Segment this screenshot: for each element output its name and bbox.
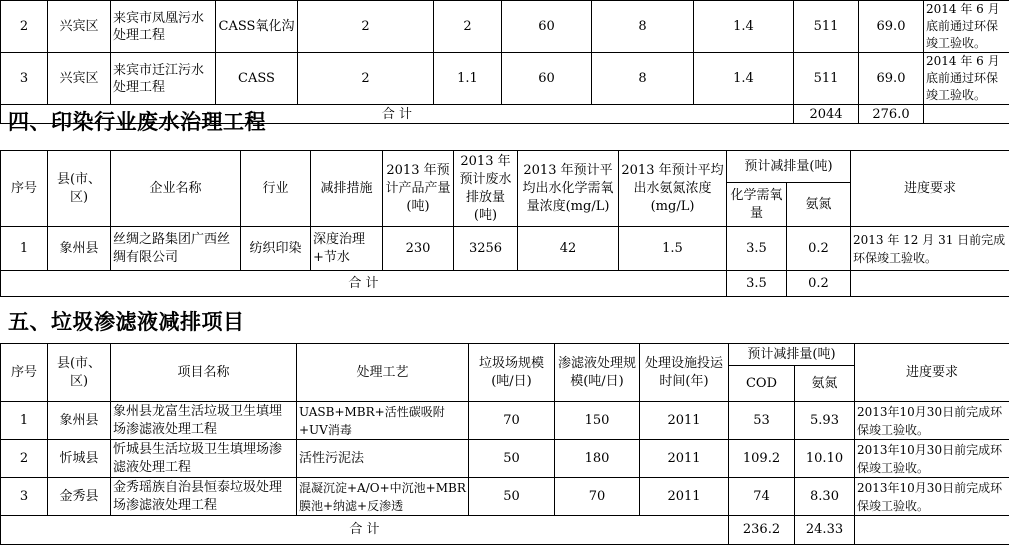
cell-progress: 2013 年 12 月 31 日前完成环保竣工验收。 bbox=[851, 227, 1009, 271]
header-nh: 氨氮 bbox=[795, 366, 855, 402]
empty-cell bbox=[851, 271, 1009, 297]
cell-value: 230 bbox=[383, 227, 454, 271]
cell-value: 1.4 bbox=[694, 1, 794, 53]
cell-value: 150 bbox=[555, 402, 640, 440]
table-row bbox=[1, 53, 1009, 105]
total-row bbox=[1, 271, 1009, 297]
cell-process: CASS氧化沟 bbox=[216, 1, 298, 53]
total-value: 2044 bbox=[794, 105, 859, 124]
header-county: 县(市、区) bbox=[48, 151, 111, 227]
cell-industry: 纺织印染 bbox=[241, 227, 311, 271]
cell-value: 69.0 bbox=[859, 1, 924, 53]
header-reduction: 预计减排量(吨) bbox=[729, 344, 855, 366]
total-label: 合 计 bbox=[1, 271, 727, 297]
cell-value: 2 bbox=[298, 1, 434, 53]
total-value: 276.0 bbox=[859, 105, 924, 124]
cell-no: 3 bbox=[1, 478, 48, 516]
cell-name: 金秀瑶族自治县恒泰垃圾处理场渗滤液处理工程 bbox=[111, 478, 297, 516]
cell-value: 5.93 bbox=[795, 402, 855, 440]
sec5-table bbox=[0, 343, 1009, 545]
cell-county: 象州县 bbox=[48, 227, 111, 271]
cell-no: 1 bbox=[1, 402, 48, 440]
header-waste: 2013 年预计废水排放量(吨) bbox=[454, 151, 518, 227]
total-label: 合 计 bbox=[1, 105, 794, 124]
total-row bbox=[1, 516, 1009, 545]
total-value: 236.2 bbox=[729, 516, 795, 545]
cell-value: 42 bbox=[518, 227, 619, 271]
cell-progress: 2014 年 6 月底前通过环保竣工验收。 bbox=[924, 53, 1009, 105]
header-progress: 进度要求 bbox=[855, 344, 1009, 402]
table-row bbox=[1, 402, 1009, 440]
section-title-4: 四、印染行业废水治理工程 bbox=[8, 109, 266, 134]
header-row bbox=[1, 344, 1009, 366]
header-prod: 2013 年预计产品产量(吨) bbox=[383, 151, 454, 227]
header-county: 县(市、区) bbox=[48, 344, 111, 402]
cell-name: 丝绸之路集团广西丝绸有限公司 bbox=[111, 227, 241, 271]
empty-cell bbox=[855, 516, 1009, 545]
table-row bbox=[1, 478, 1009, 516]
header-scale: 垃圾场规模(吨/日) bbox=[469, 344, 555, 402]
cell-value: 511 bbox=[794, 1, 859, 53]
cell-value: 3.5 bbox=[727, 227, 787, 271]
header-name: 项目名称 bbox=[111, 344, 297, 402]
cell-no: 2 bbox=[1, 440, 48, 478]
cell-value: 511 bbox=[794, 53, 859, 105]
header-cod-conc: 2013 年预计平均出水化学需氧量浓度(mg/L) bbox=[518, 151, 619, 227]
sec4-table bbox=[0, 150, 1009, 297]
header-year: 处理设施投运时间(年) bbox=[640, 344, 729, 402]
cell-name: 来宾市凤凰污水处理工程 bbox=[111, 1, 216, 53]
header-name: 企业名称 bbox=[111, 151, 241, 227]
total-value: 3.5 bbox=[727, 271, 787, 297]
cell-no: 3 bbox=[1, 53, 48, 105]
cell-value: 1.4 bbox=[694, 53, 794, 105]
cell-value: 1.5 bbox=[619, 227, 727, 271]
table-row bbox=[1, 227, 1009, 271]
cell-value: 3256 bbox=[454, 227, 518, 271]
header-reduction: 预计减排量(吨) bbox=[727, 151, 851, 183]
cell-county: 兴宾区 bbox=[48, 53, 111, 105]
header-industry: 行业 bbox=[241, 151, 311, 227]
cell-value: 8.30 bbox=[795, 478, 855, 516]
cell-name: 来宾市迁江污水处理工程 bbox=[111, 53, 216, 105]
total-value: 24.33 bbox=[795, 516, 855, 545]
cell-value: 74 bbox=[729, 478, 795, 516]
cell-value: 50 bbox=[469, 478, 555, 516]
cell-progress: 2014 年 6 月底前通过环保竣工验收。 bbox=[924, 1, 1009, 53]
cell-process: 混凝沉淀+A/O+中沉池+MBR膜池+纳滤+反渗透 bbox=[297, 478, 469, 516]
header-row bbox=[1, 151, 1009, 183]
table-row bbox=[1, 440, 1009, 478]
cell-county: 金秀县 bbox=[48, 478, 111, 516]
section-title-5: 五、垃圾渗滤液减排项目 bbox=[8, 309, 245, 334]
header-no: 序号 bbox=[1, 151, 48, 227]
cell-value: 69.0 bbox=[859, 53, 924, 105]
header-progress: 进度要求 bbox=[851, 151, 1009, 227]
cell-process: UASB+MBR+活性碳吸附+UV消毒 bbox=[297, 402, 469, 440]
cell-value: 2011 bbox=[640, 402, 729, 440]
total-label: 合 计 bbox=[1, 516, 729, 545]
cell-value: 70 bbox=[555, 478, 640, 516]
cell-value: 2 bbox=[298, 53, 434, 105]
cell-progress: 2013年10月30日前完成环保竣工验收。 bbox=[855, 440, 1009, 478]
header-no: 序号 bbox=[1, 344, 48, 402]
cell-value: 53 bbox=[729, 402, 795, 440]
cell-value: 8 bbox=[592, 1, 694, 53]
cell-county: 象州县 bbox=[48, 402, 111, 440]
cell-value: 10.10 bbox=[795, 440, 855, 478]
header-cod: COD bbox=[729, 366, 795, 402]
cell-measure: 深度治理+节水 bbox=[311, 227, 383, 271]
cell-no: 1 bbox=[1, 227, 48, 271]
cell-county: 兴宾区 bbox=[48, 1, 111, 53]
cell-progress: 2013年10月30日前完成环保竣工验收。 bbox=[855, 402, 1009, 440]
cell-county: 忻城县 bbox=[48, 440, 111, 478]
cell-value: 8 bbox=[592, 53, 694, 105]
cell-value: 60 bbox=[502, 1, 592, 53]
header-nh: 氨氮 bbox=[787, 183, 851, 227]
cell-value: 2011 bbox=[640, 440, 729, 478]
header-leach: 渗滤液处理规模(吨/日) bbox=[555, 344, 640, 402]
cell-value: 2011 bbox=[640, 478, 729, 516]
header-cod: 化学需氧量 bbox=[727, 183, 787, 227]
header-measure: 减排措施 bbox=[311, 151, 383, 227]
cell-value: 2 bbox=[434, 1, 502, 53]
cell-name: 忻城县生活垃圾卫生填埋场渗滤液处理工程 bbox=[111, 440, 297, 478]
cell-process: 活性污泥法 bbox=[297, 440, 469, 478]
header-nh-conc: 2013 年预计平均出水氨氮浓度(mg/L) bbox=[619, 151, 727, 227]
cell-value: 60 bbox=[502, 53, 592, 105]
cell-no: 2 bbox=[1, 1, 48, 53]
cell-value: 1.1 bbox=[434, 53, 502, 105]
table-row bbox=[1, 1, 1009, 53]
cell-value: 50 bbox=[469, 440, 555, 478]
cell-value: 0.2 bbox=[787, 227, 851, 271]
total-value: 0.2 bbox=[787, 271, 851, 297]
header-process: 处理工艺 bbox=[297, 344, 469, 402]
empty-cell bbox=[924, 105, 1009, 124]
cell-value: 70 bbox=[469, 402, 555, 440]
cell-value: 109.2 bbox=[729, 440, 795, 478]
cell-value: 180 bbox=[555, 440, 640, 478]
cell-progress: 2013年10月30日前完成环保竣工验收。 bbox=[855, 478, 1009, 516]
cell-process: CASS bbox=[216, 53, 298, 105]
cell-name: 象州县龙富生活垃圾卫生填埋场渗滤液处理工程 bbox=[111, 402, 297, 440]
